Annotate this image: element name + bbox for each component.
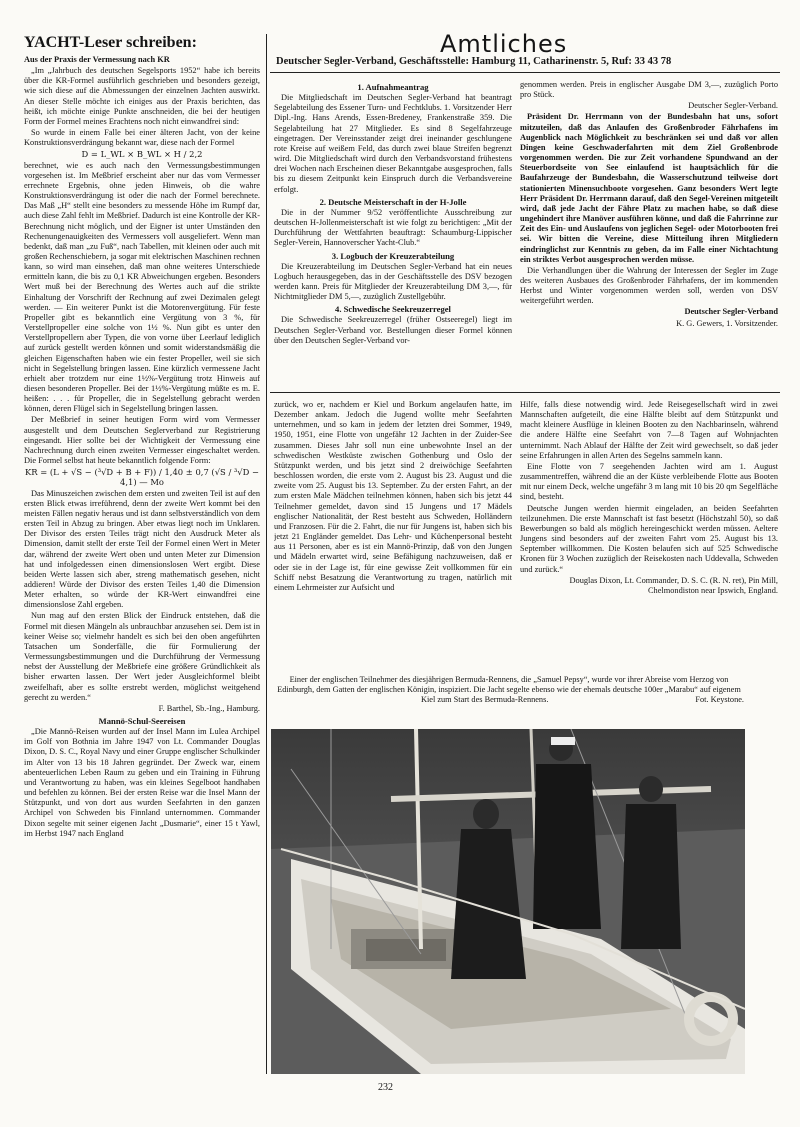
author-signature: F. Barthel, Sb.-Ing., Hamburg. bbox=[158, 703, 260, 713]
caption-text: Einer der englischen Teilnehmer des diesjährigen Bermuda-Rennens, die „Samuel Pepsy“, wurde vor ihrer Abreise vom Herzog von Edinburgh, dem Gatten der englischen Königin, inspiziert. Die Jacht segelte ebenso wie der ehemals deutsche 100er „Marabu“ auf eigenem Kiel zum Start des Bermuda-Rennens. bbox=[277, 675, 741, 705]
paragraph: Der Meßbrief in seiner heutigen Form wird vom Vermesser ausgestellt und dem Deutschen Seglerverband zur Registrierung eingesandt. Hier sollte bei der Wichtigkeit der Vermessung eine Nachrechnung durch einen zweiten Vermesser eingeschaltet werden. Die Formel selbst hat heute bekanntlich folgende Form: bbox=[24, 415, 260, 466]
amtliches-subtitle: Deutscher Segler-Verband, Geschäftsstelle: Hamburg 11, Catharinenstr. 5, Ruf: 33 43 78 bbox=[276, 56, 672, 67]
paragraph: berechnet, wie es auch nach den Vermessungsbestimmungen vorgesehen ist. Im Meßbrief erscheint aber nur das vom Vermesser errechnete Ergebnis, ohne jeden Hinweis, ob die wahre Konstruktionsverdrängung ist oder die nach der Formel berechnete. Das Maß „H“ stellt eine besonders zu messende Höhe im Rumpf dar, auch diese Zahl fehlt im Meßbrief. Dadurch ist eine Kontrolle der KR-Berechnung nicht möglich, und der Eigner ist unter Umständen den Rechenungenauigkeiten des Vermessers voll ausgeliefert. Wenn man bedenkt, daß man „zu Fuß“, nach Tabellen, mit kleinen oder auch mit großen Rechenschiebern, ja sogar mit elektrischen Maschinen rechnen kann, so wird man einsehen, daß man ohne weiteres Unterschiede ermitteln kann, die bis zu 0,1 KR Abweichungen ergeben. Besonders Wert muß bei der Berechnung des Wertes auch auf die strikte Einhaltung der Vorschrift der Rechnung auf zwei Dezimalen gelegt werden. — Ein weiterer Punkt ist die Motorenvergütung. Für feste Propeller gibt es bekanntlich eine Vergütung von 3 %, für Verstellpropeller eine solche von 1½ %. Nun gibt es unter den Verstellpropellern aber Typen, die von vorne über Leerlauf lediglich auf zurück gestellt werden können und somit widerstandsmäßig die gleichen Eigenschaften haben wie ein fester Propeller, weil sie sich nicht in Segelstellung bringen lassen. Eine kürzlich vermessene Jacht erhielt aber trotzdem nur eine 1½%-Vergütung trotz Hinweis auf diesen besonderen Propeller. Bei der 1½%-Vergütung müßte es m. E. heißen: . . . für Propeller, die in Segelstellung gebracht werden können, deren Flügel sich in Segelstellung bringen lassen. bbox=[24, 160, 260, 414]
paragraph: Die Kreuzerabteilung im Deutschen Segler-Verband hat ein neues Logbuch herausgegeben, das in der Geschäftsstelle des DSV bezogen werden kann. Preis für Mitglieder der Kreuzerabteilung DM 3,—, für Nichtmitglieder DM 5,—, zuzüglich Zustellgebühr. bbox=[274, 261, 512, 302]
article-heading: Aus der Praxis der Vermessung nach KR bbox=[24, 55, 170, 64]
yacht-photo bbox=[271, 729, 745, 1074]
paragraph: „Im „Jahrbuch des deutschen Segelsports 1952“ habe ich bereits über die KR-Formel ausführlich geschrieben und besonders gezeigt, wie sich diese auf die Abmessungen der einzelnen Jachten auswirkt. An dieser Stelle möchte ich einiges aus der Praxis berichten, das heißt, ich möchte einige Punkte anschneiden, die bei der heutigen Form der Formel meines Erachtens noch nicht einwandfrei sind: bbox=[24, 66, 260, 126]
paragraph: genommen werden. Preis in englischer Ausgabe DM 3,—, zuzüglich Porto pro Stück. bbox=[520, 80, 778, 100]
notice-heading: 4. Schwedische Seekreuzerregel bbox=[335, 304, 451, 315]
mannoe-continued-column-1 bbox=[274, 400, 512, 670]
paragraph: Die Schwedische Seekreuzerregel (früher Ostseeregel) liegt im Deutschen Segler-Verband vor. Bestellungen dieser Formel können über den Deutschen Segler-Verband vor- bbox=[274, 315, 512, 345]
notice-heading: 1. Aufnahmeantrag bbox=[357, 82, 429, 92]
notice-heading: 2. Deutsche Meisterschaft in der H-Jolle bbox=[319, 196, 467, 207]
author-signature: Douglas Dixon, Lt. Commander, D. S. C. (R. N. ret), Pin Mill, Chelmondiston near Ipswich, England. bbox=[569, 575, 778, 595]
header-rule bbox=[270, 72, 780, 73]
notice-heading: 3. Logbuch der Kreuzerabteilung bbox=[331, 250, 455, 261]
paragraph: Hilfe, falls diese notwendig wird. Jede Reisegesellschaft wird in zwei Mannschaften aufgeteilt, die eine Hälfte bleibt auf dem Stützpunkt und macht kleinere Ausflüge in kleinen Booten zu den Nachbarinseln, während die andere Hälfte eine Seefahrt von 7—8 Tagen auf Wohnjachten unternimmt. Nach Ablauf der Hälfte der Zeit wird gewechselt, so daß jeder seine Erfahrungen in allen Arten des Segelns sammeln kann. bbox=[520, 400, 778, 460]
article-heading: Mannö-Schul-Seereisen bbox=[98, 716, 186, 726]
caption-credit: Fot. Keystone. bbox=[695, 695, 744, 705]
paragraph: Die Verhandlungen über die Wahrung der Interessen der Segler im Zuge des weiteren Ausbaues des Großenbroder Fährhafens, der im kommenden Herbst und Winter vorgenommen werden soll, werden von DSV weitergeführt werden. bbox=[520, 265, 778, 306]
page-number: 232 bbox=[378, 1082, 393, 1093]
yacht-photo-illustration bbox=[271, 729, 745, 1074]
paragraph: Eine Flotte von 7 seegehenden Jachten wird am 1. August zusammentreffen, während die an der Küste verbleibende Flotte aus Booten mit nur einem Deck, welche ungefähr 3 m lang mit 10 bis 20 qm Segelfläche sind, besteht. bbox=[520, 461, 778, 502]
signature: Deutscher Segler-Verband bbox=[684, 307, 778, 317]
paragraph: So wurde in einem Falle bei einer älteren Jacht, von der keine Konstruktionsverdrängung bekannt war, diese nach der Formel bbox=[24, 128, 260, 148]
left-column bbox=[24, 55, 260, 1075]
paragraph: Präsident Dr. Herrmann von der Bundesbahn hat uns, sofort mitzuteilen, daß das Anlaufen des Großenbroder Fährhafens im Augenblick nach Möglichkeit zu beschränken sei und daß vor allen Dingen keine Geschwaderfahrten mit dem Ziel Großenbrode vorgenommen werden. Die zur Zeit vorhandene Spundwand an der Steuerbordseite von See einlaufend ist hauptsächlich für die Baufahrzeuge der Bundesbahn, die Wasserschutzund teilweise dort stationierten Minensuchboote vorgesehen. Ganz besonders Wert legte Herr Präsident Dr. Herrmann darauf, daß den Segel-Vereinen mitgeteilt wird, daß jede Jacht der Fähre Platz zu machen habe, so daß diese ungehindert ihre Manöver ausführen könne, und daß die Fahrrinne zur Zeit des Ein- und Auslaufens von jeglichen Segel- oder Motorbooten frei sei. Wir bitten die Vereine, diese Mitteilung ihren Mitgliedern eindringlichst zur Kenntnis zu geben, da im Falle einer Nichtachtung ein striktes Verbot ausgesprochen werden müsse. bbox=[520, 112, 778, 264]
left-section-title: YACHT-Leser schreiben: bbox=[24, 34, 197, 51]
section-divider-middle bbox=[270, 392, 780, 393]
paragraph: Nun mag auf den ersten Blick der Eindruck entstehen, daß die Formel mit diesen Mängeln als unbrauchbar anzusehen sei. Dem ist in keiner Weise so; vielmehr handelt es sich bei den oben angeführten Tatsachen um Sonderfälle, die für Formulierung der Vermessungsbestimmungen und die Durchführung der Vermessung nebst der Ausstellung der Meßbriefe eine größere Gründlichkeit als bisher erwarten lassen. Der Wert jeder Ausgleichformel bleibt zweifelhaft, aber es sollte erstrebt werden, möglichst weitgehend gerecht zu werden.“ bbox=[24, 611, 260, 702]
mannoe-continued-column-2 bbox=[520, 400, 778, 670]
signature: Deutscher Segler-Verband. bbox=[688, 101, 778, 111]
paragraph: Die Mitgliedschaft im Deutschen Segler-Verband hat beantragt Segelabteilung des Essener Turn- und Fechtklubs. 1. Vorsitzender Herr Dipl.-Ing. Hans Arends, Essen-Bredeney, Frankenstraße 359. Die Segelabteilung hat 27 Mitglieder. Es sind 8 Segelfahrzeuge eingetragen. Der Vereinsstander zeigt drei ineinander geschlungene rote Kreise auf weißem Feld, das durch zwei blaue Streifen begrenzt wird. Die Mitgliedschaft wird durch den Verbandsvorstand frühestens drei Wochen nach Erscheinen dieser Bekanntgabe ausgesprochen, falls bis zu diesem Zeitpunkt kein Einspruch durch die Verbandsvereine erfolgt. bbox=[274, 93, 512, 194]
column-divider-left bbox=[266, 34, 267, 1074]
paragraph: Das Minuszeichen zwischen dem ersten und zweiten Teil ist auf den ersten Blick etwas irreführend, denn der zweite Wert kommt bei den meisten Fällen negativ heraus und ist dann selbstverständlich von dem ersten Teil in Abzug zu bringen. Aber etwas liegt noch im Unklaren. Der Divisor des ersten Teiles trägt nicht den Ausdruck Meter als Dimension, damit stellt der erste Teil der Formel einen Wert in Meter dar, während der zweite Wert oben und unten Meter zur Dimension hat und infolgedessen einen dimensionslosen Wert ergibt. Diese beiden Werte lassen sich aber, streng mathematisch gesehen, nicht addieren! Würde der Divisor des ersten Teiles 1,40 die Dimension Meter erhalten, so würde der KR-Wert einwandfrei eine dimensionslose Zahl ergeben. bbox=[24, 488, 260, 610]
formula-kr: KR = (L + √S − (³√D + B + F)) / 1,40 ± 0,7 (√S / ³√D − 4,1) — Mo bbox=[24, 467, 260, 488]
paragraph: zurück, wo er, nachdem er Kiel und Borkum angelaufen hatte, im Dezember ankam. Jedoch die Jugend wollte mehr Seefahrten unternehmen, und so kam in jedem der letzten drei Sommer, 1949, 1950, 1951, eine Flotte von ungefähr 12 Jachten in der Zuider-See zusammen. Dieses Jahr soll nun eine unbewohnte Insel an der schwedischen Westküste zwischen Gothenburg und Oslo der Stützpunkt werden, und bis jetzt sind 2 dreiwöchige Seefahrten beschlossen worden, die erste vom 2. August bis 23. August und die zweite vom 25. August bis 13. September. Zu der ersten Fahrt, an der zum ersten Male Mädchen teilnehmen können, haben sich bis jetzt 44 Teilnehmer gemeldet, davon sind 15 Jungens und 17 Mädels englischer Nationalität, der Rest besteht aus Schweden, Holländern und Franzosen. Für die 2. Fahrt, die nur für Jungens ist, haben sich bis jetzt 21 Engländer gemeldet. Das Lehr- und Küchenpersonal besteht aus 11 Personen, aber es ist ein Mannö-Prinzip, daß von den Jungen und Mädeln erwartet wird, seine Befähigung nachzuweisen, daß er oder sie in der Lage ist, für eine gewisse Zeit vollkommen für ein Schiff nebst Besatzung die Verantwortung zu tragen, natürlich mit einem Lehrmeister zur Aufsicht und bbox=[274, 400, 512, 592]
paragraph: „Die Mannö-Reisen wurden auf der Insel Mann im Lulea Archipel im Golf von Bothnia im Jahre 1947 von Lt. Commander Douglas Dixon, D. S. C., Royal Navy und einer Gruppe englischer Schulkinder im Alter von 13 bis 18 Jahren gegründet. Der Zweck war, einem abenteuerlichen Leben Raum zu geben und ein Training in Führung und Verantwortung zu haben, was ein kleines Segelboot handhaben und befehlen zu können. Bei der ersten Reise war die Insel Mann der Stützpunkt, und von dort aus wurden Seefahrten in den ganzen Archipel von Schweden bis Finnland unternommen. Commander Dixon segelte mit seiner eigenen Jacht „Dusmarie“, einer 15 t Yawl, im Herbst 1947 nach England bbox=[24, 727, 260, 838]
formula-displacement: D = L_WL × B_WL × H / 2,2 bbox=[81, 149, 203, 160]
amtliches-column-2 bbox=[520, 80, 778, 392]
amtliches-column-1 bbox=[274, 80, 512, 392]
signature: K. G. Gewers, 1. Vorsitzender. bbox=[676, 318, 778, 328]
paragraph: Die in der Nummer 9/52 veröffentlichte Ausschreibung zur deutschen H-Jollenmeisterschaft ist wie folgt zu berichtigen: „Mit der Durchführung der Wettfahrten beauftragt: Schaumburg-Lippischer Segler-Verein, Hannoverscher Yacht-Club.“ bbox=[274, 207, 512, 248]
amtliches-title: Amtliches bbox=[440, 30, 568, 58]
paragraph: Deutsche Jungen werden hiermit eingeladen, an beiden Seefahrten teilzunehmen. Die erste Mannschaft ist fast besetzt (Höchstzahl 50), so daß Bewerbungen so bald als möglich hereingeschickt werden müssen. Aeltere Jungens sind besonders auf der zweiten Fahrt vom 25. August bis 13. September willkommen. Die Kosten belaufen sich auf 525 Schwedische Kronen für 3 Wochen zuzüglich der Reisekosten nach Uddevalla, Schweden und zurück.“ bbox=[520, 503, 778, 574]
photo-caption bbox=[274, 675, 744, 705]
